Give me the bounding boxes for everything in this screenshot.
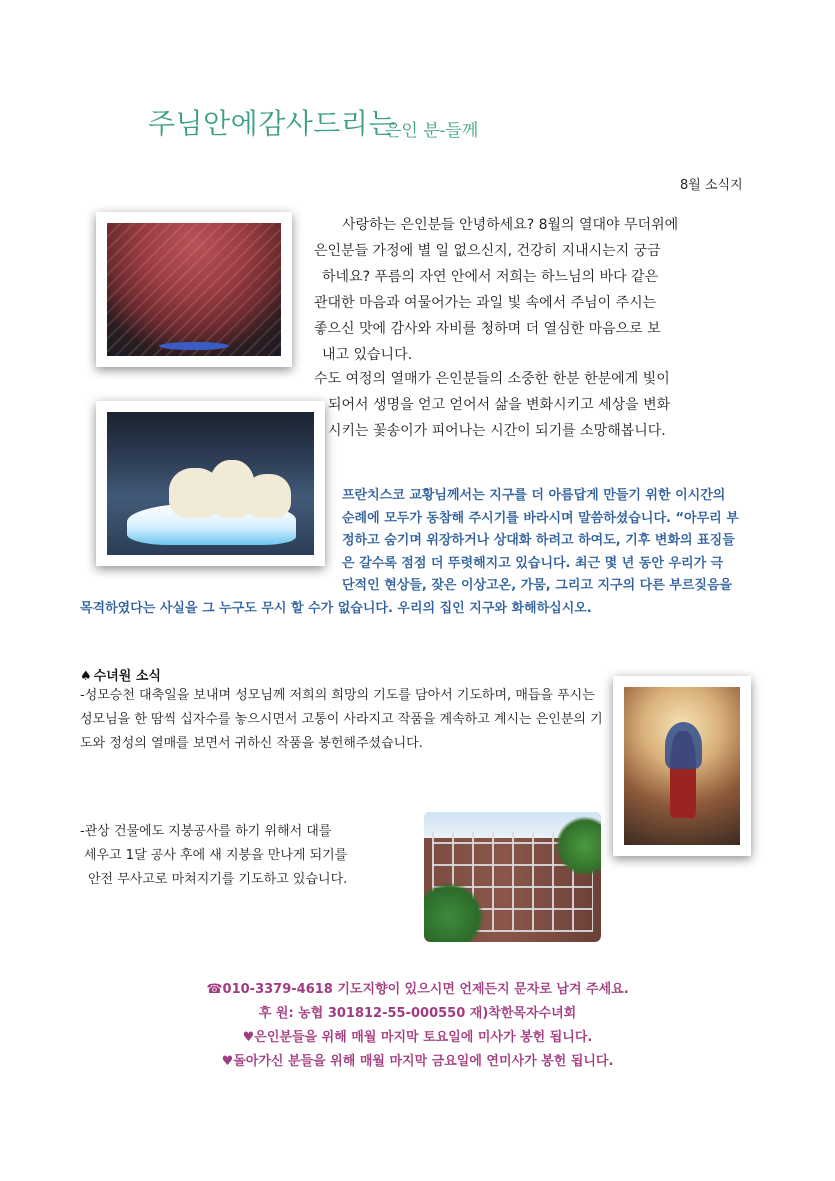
convent-news-item (80, 820, 410, 892)
mary-painting-image (624, 687, 740, 845)
footer-memorial-mass-line: ♥돌아가신 분들을 위해 매월 마지막 금요일에 연미사가 봉헌 됩니다. (221, 1054, 614, 1069)
building-image (424, 812, 601, 942)
wish-line: 수도 여정의 열매가 은인분들의 소중한 한분 한분에게 빛이 (314, 371, 670, 387)
wish-line: 되어서 생명을 얻고 얻어서 삶을 변화시키고 세상을 변화 (328, 397, 671, 413)
intro-line: 관대한 마음과 여물어가는 과일 빛 속에서 주님이 주시는 (314, 295, 657, 311)
spade-icon: ♠ (80, 669, 92, 684)
news-line: -관상 건물에도 지붕공사를 하기 위해서 대를 (80, 824, 332, 839)
news-line: 세우고 1달 공사 후에 새 지붕을 만나게 되기를 (84, 848, 348, 863)
page-title-tail: 은인 분-들께 (385, 121, 479, 141)
convent-news-item: -성모승천 대축일을 보내며 성모님께 저희의 희망의 기도를 담아서 기도하며, 매듭을 푸시는 성모님을 한 땀씩 십자수를 놓으시면서 고통이 사라지고 작품을 계속하고 계시는 은인분의 기도와 정성의 열매를 보면서 귀하신 작품을 봉헌해주셨습니다. (80, 688, 603, 751)
issue-label: 8월 소식지 (680, 178, 743, 193)
footer-mass-line: ♥은인분들을 위해 매월 마지막 토요일에 미사가 봉헌 됩니다. (242, 1030, 593, 1045)
news-line: 안전 무사고로 마쳐지기를 기도하고 있습니다. (88, 872, 348, 887)
pope-line: 단적인 현상들, 잦은 이상고온, 가뭄, 그리고 지구의 다른 부르짖음을 (342, 578, 733, 593)
wish-paragraph (314, 366, 764, 444)
pope-line: 목격하였다는 사실을 그 누구도 무시 할 수가 없습니다. 우리의 집인 지구와 화해하십시오. (80, 600, 592, 616)
intro-line: 하네요? 푸름의 자연 안에서 저희는 하느님의 바다 같은 (322, 269, 659, 285)
footer-phone-line: ☎010-3379-4618 기도지향이 있으시면 언제든지 문자로 남겨 주세요. (206, 982, 629, 997)
page-title: 주님안에감사드리는 (148, 107, 396, 140)
planet-image (107, 223, 281, 356)
wish-line: 시키는 꽃송이가 피어나는 시간이 되기를 소망해봅니다. (328, 423, 666, 439)
pope-line: 프란치스코 교황님께서는 지구를 더 아름답게 만들기 위한 이시간의 (342, 488, 726, 503)
footer-donation-line: 후 원: 농협 301812-55-000550 재)착한목자수녀회 (258, 1006, 577, 1021)
planet-photo (96, 212, 292, 367)
building-scaffold-photo (424, 812, 601, 942)
intro-line: 좋으신 맛에 감사와 자비를 청하며 더 열심한 마음으로 보 (314, 321, 661, 337)
pope-line: 순례에 모두가 동참해 주시기를 바라시며 말씀하셨습니다. “아무리 부 (342, 510, 739, 526)
convent-news-heading (80, 665, 161, 684)
intro-line: 사랑하는 은인분들 안녕하세요? 8월의 열대야 무더위에 (342, 217, 679, 233)
pope-line: 정하고 숨기며 위장하거나 상대화 하려고 하여도, 기후 변화의 표징들 (342, 533, 735, 548)
intro-line: 내고 있습니다. (322, 347, 413, 363)
mary-painting-photo (613, 676, 751, 856)
intro-line: 은인분들 가정에 별 일 없으신지, 건강히 지내시는지 궁금 (314, 243, 661, 259)
convent-news-title: 수녀원 소식 (93, 669, 161, 684)
intro-paragraph (314, 212, 764, 368)
pope-line: 은 갈수록 점점 더 뚜렷해지고 있습니다. 최근 몇 년 동안 우리가 극 (342, 555, 724, 571)
pope-message (80, 485, 760, 620)
